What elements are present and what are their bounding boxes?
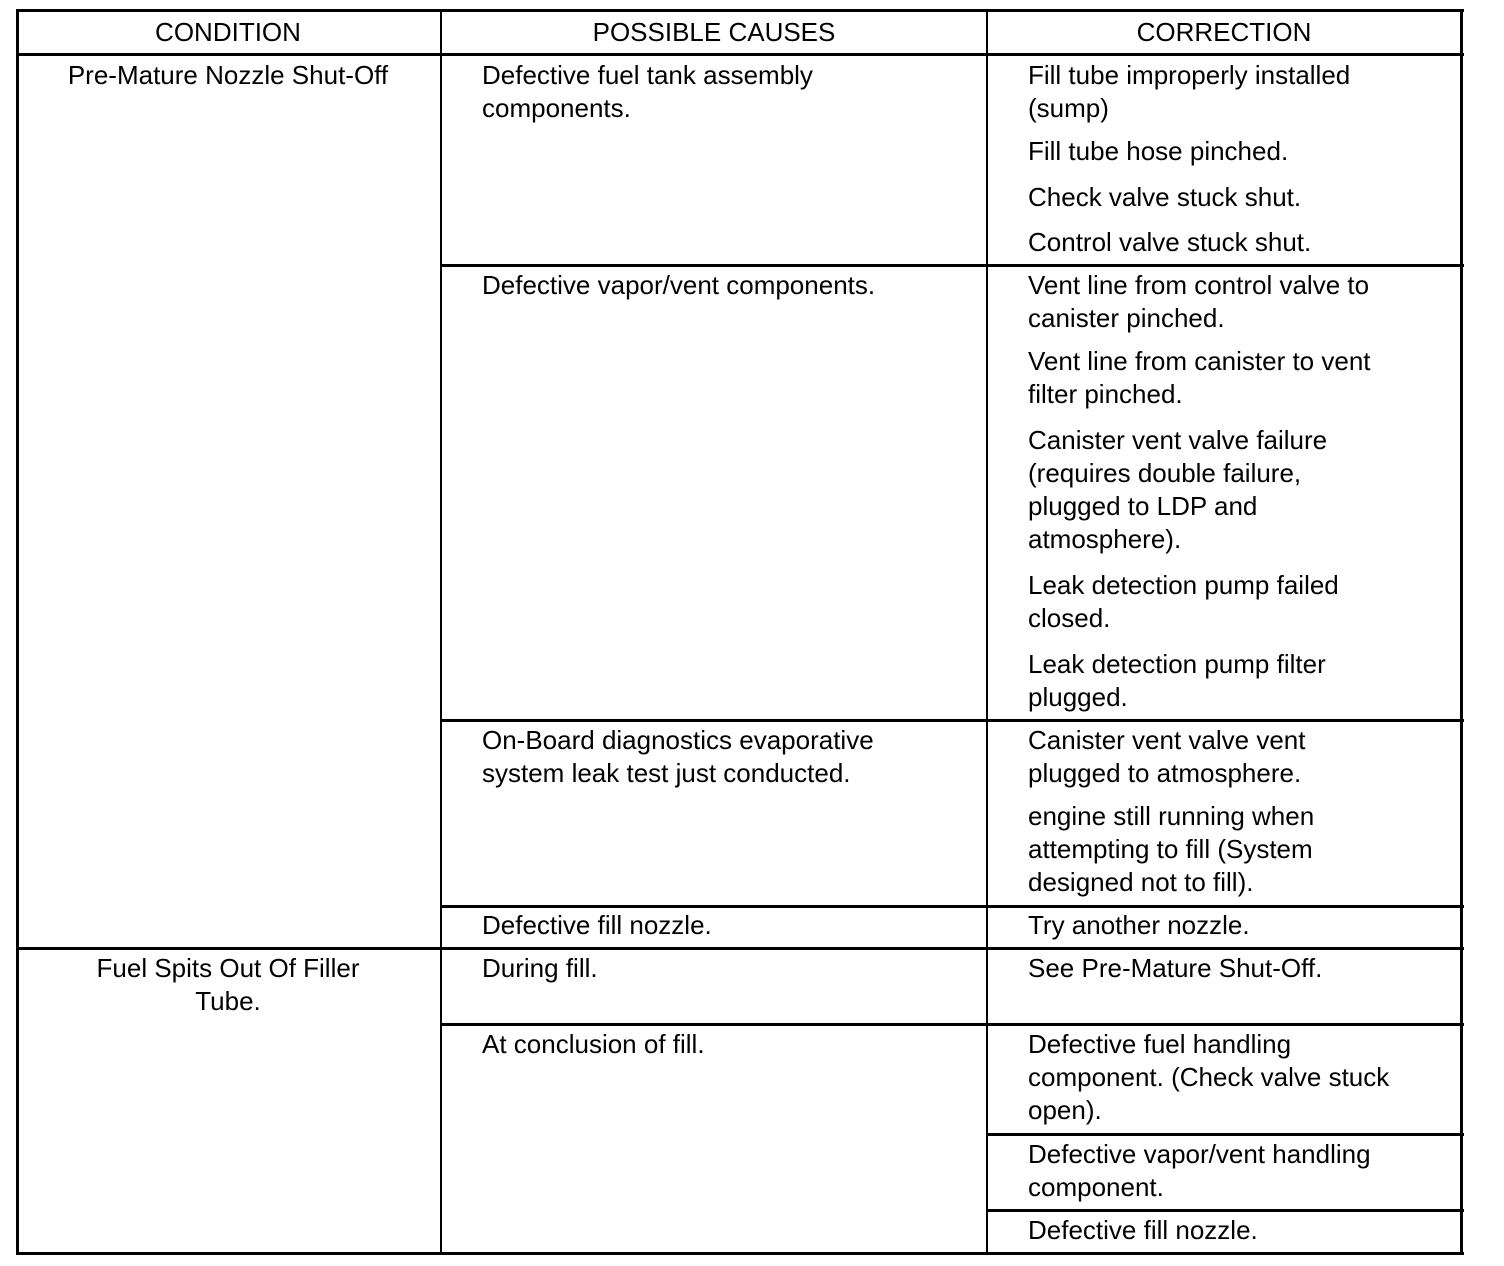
correction-text: Leak detection pump filter bbox=[1028, 649, 1326, 679]
column-divider bbox=[440, 9, 442, 1255]
cause-divider bbox=[441, 1023, 1464, 1026]
condition-divider bbox=[16, 947, 1464, 950]
correction-text: (sump) bbox=[1028, 93, 1109, 123]
correction-text: Canister vent valve failure bbox=[1028, 425, 1328, 455]
cause-divider bbox=[441, 905, 1464, 908]
correction-text: attempting to fill (System bbox=[1028, 834, 1313, 864]
correction-text: (requires double failure, bbox=[1028, 458, 1302, 488]
table-bottom-border bbox=[16, 1252, 1464, 1255]
correction-text: component. bbox=[1028, 1172, 1164, 1202]
condition-label: Tube. bbox=[195, 986, 261, 1016]
correction-text: engine still running when bbox=[1028, 801, 1315, 831]
cause-text: system leak test just conducted. bbox=[482, 758, 851, 788]
correction-text: designed not to fill). bbox=[1028, 867, 1254, 897]
cause-text: components. bbox=[482, 93, 631, 123]
cause-text: Defective fuel tank assembly bbox=[482, 60, 813, 90]
table-top-border bbox=[16, 9, 1464, 12]
correction-divider bbox=[986, 1133, 1464, 1136]
correction-text: component. (Check valve stuck bbox=[1028, 1062, 1390, 1092]
correction-text: filter pinched. bbox=[1028, 379, 1183, 409]
correction-text: Vent line from control valve to bbox=[1028, 270, 1370, 300]
header-correction: CORRECTION bbox=[1136, 17, 1312, 47]
correction-text: Defective vapor/vent handling bbox=[1028, 1139, 1371, 1169]
correction-text: atmosphere). bbox=[1028, 524, 1182, 554]
condition-label: Pre-Mature Nozzle Shut-Off bbox=[67, 60, 389, 90]
header-possible-causes: POSSIBLE CAUSES bbox=[592, 17, 836, 47]
correction-text: Fill tube improperly installed bbox=[1028, 60, 1351, 90]
correction-text: Fill tube hose pinched. bbox=[1028, 136, 1289, 166]
correction-text: Try another nozzle. bbox=[1028, 910, 1250, 940]
header-bottom-border bbox=[16, 53, 1464, 56]
correction-text: plugged to atmosphere. bbox=[1028, 758, 1302, 788]
condition-label: Fuel Spits Out Of Filler bbox=[96, 953, 360, 983]
correction-text: Control valve stuck shut. bbox=[1028, 227, 1312, 257]
correction-text: See Pre-Mature Shut-Off. bbox=[1028, 953, 1323, 983]
cause-divider bbox=[441, 264, 1464, 267]
correction-text: Defective fuel handling bbox=[1028, 1029, 1292, 1059]
cause-text: At conclusion of fill. bbox=[482, 1029, 705, 1059]
cause-text: During fill. bbox=[482, 953, 598, 983]
header-condition: CONDITION bbox=[155, 17, 301, 47]
correction-text: Defective fill nozzle. bbox=[1028, 1215, 1258, 1245]
correction-text: Canister vent valve vent bbox=[1028, 725, 1306, 755]
table-left-border bbox=[16, 9, 19, 1255]
correction-text: canister pinched. bbox=[1028, 303, 1225, 333]
table-right-border bbox=[1460, 9, 1463, 1255]
correction-text: Vent line from canister to vent bbox=[1028, 346, 1371, 376]
correction-text: Check valve stuck shut. bbox=[1028, 182, 1302, 212]
cause-text: Defective fill nozzle. bbox=[482, 910, 712, 940]
cause-text: Defective vapor/vent components. bbox=[482, 270, 876, 300]
cause-text: On-Board diagnostics evaporative bbox=[482, 725, 874, 755]
correction-divider bbox=[986, 1209, 1464, 1212]
cause-divider bbox=[441, 719, 1464, 722]
correction-text: plugged. bbox=[1028, 682, 1128, 712]
correction-text: plugged to LDP and bbox=[1028, 491, 1258, 521]
correction-text: closed. bbox=[1028, 603, 1111, 633]
correction-text: Leak detection pump failed bbox=[1028, 570, 1339, 600]
correction-text: open). bbox=[1028, 1095, 1102, 1125]
column-divider bbox=[986, 9, 988, 1255]
